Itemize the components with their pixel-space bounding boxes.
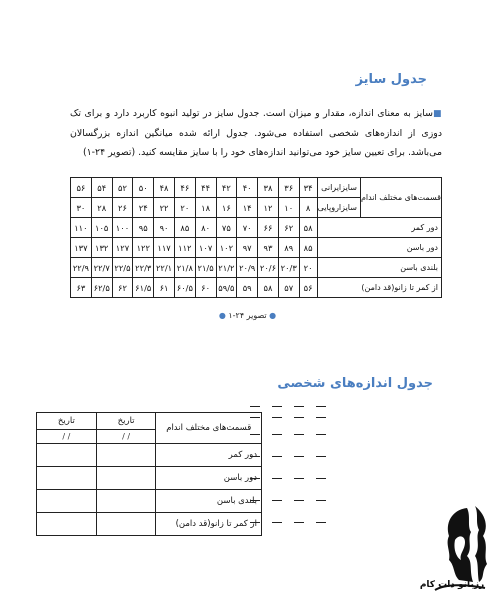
caption-dot-icon: ● [269,311,277,320]
personal-table-row [37,467,262,490]
european-size-cell: ۱۲ [258,198,279,218]
date-header: تاریخ [37,413,97,430]
body-part-label: دور کمر [156,444,262,467]
size-table-row [71,258,442,278]
personal-value-cell [96,444,156,467]
european-size-cell: ۲۸ [91,198,112,218]
measurement-cell: ۱۰۲ [216,238,237,258]
measurement-cell: ۷۰ [237,218,258,238]
body-part-label: بلندی باسن [317,258,441,278]
iranian-size-cell: ۴۰ [237,178,258,198]
date-input-cell: / / [96,429,156,444]
measurement-cell: ۹۷ [237,238,258,258]
iranian-size-cell: ۵۰ [133,178,154,198]
personal-value-cell [37,490,97,513]
measurement-cell: ۵۸ [299,218,317,238]
iranian-size-cell: ۳۴ [299,178,317,198]
european-size-label: سایزاروپایی [317,198,360,218]
measurement-cell: ۱۱۲ [174,238,195,258]
body-parts-header: قسمت‌های مختلف اندام [360,178,441,218]
european-size-cell: ۱۴ [237,198,258,218]
measurement-cell: ۹۳ [258,238,279,258]
iranian-size-cell: ۴۸ [154,178,175,198]
european-size-cell: ۲۲ [154,198,175,218]
intro-paragraph-text: سایز به معنای اندازه، مقدار و میزان است. جدول سایز در تولید انبوه کاربرد دارد و برای تک دوزی از اندازه‌های شخصی استفاده می‌شود. جدول ارائه شده میانگین اندازه بزرگسالان می‌باشد. برای تعیین سایز خود می‌توانید اندازه‌های خود را با سایز مقایسه کنید. (تصویر ۲۴-۱) [70,108,442,158]
european-size-cell: ۲۴ [133,198,154,218]
personal-table-heading: جدول اندازه‌های شخصی [277,376,433,391]
european-size-cell: ۱۶ [216,198,237,218]
measurement-cell: ۲۰/۹ [237,258,258,278]
blank-dash-column [272,406,282,530]
size-table-row [71,218,442,238]
european-size-cell: ۱۸ [195,198,216,218]
measurement-cell: ۸۵ [174,218,195,238]
measurement-cell: ۸۵ [299,238,317,258]
measurement-cell: ۱۳۷ [71,238,92,258]
measurement-cell: ۱۱۰ [71,218,92,238]
caption-dot-icon: ● [218,311,226,320]
iranian-size-cell: ۴۴ [195,178,216,198]
measurement-cell: ۵۹/۵ [216,278,237,298]
measurement-cell: ۶۳ [71,278,92,298]
size-table [70,177,442,298]
measurement-cell: ۱۲۷ [112,238,133,258]
personal-value-cell [96,467,156,490]
size-table-row [71,278,442,298]
size-table-heading: جدول سایز [355,72,427,87]
body-part-label: بلندی باسن [156,490,262,513]
measurement-cell: ۶۲ [278,218,299,238]
iranian-size-label: سایزایرانی [317,178,360,198]
blank-dash-column [294,406,304,530]
measurement-cell: ۶۱/۵ [133,278,154,298]
date-input-cell: / / [37,429,97,444]
measurement-cell: ۲۰/۳ [278,258,299,278]
iranian-size-cell: ۳۸ [258,178,279,198]
size-header-row [71,178,442,198]
measurement-cell: ۱۰۵ [91,218,112,238]
body-parts-header: قسمت‌های مختلف اندام [156,413,262,444]
iranian-size-cell: ۵۴ [91,178,112,198]
measurement-cell: ۶۱ [154,278,175,298]
body-part-label: از کمر تا زانو(قد دامن) [317,278,441,298]
measurement-cell: ۲۱/۵ [195,258,216,278]
measurement-cell: ۵۶ [299,278,317,298]
personal-table-row [37,490,262,513]
personal-value-cell [37,467,97,490]
body-part-label: از کمر تا زانو(قد دامن) [156,513,262,536]
personal-value-cell [37,513,97,536]
personal-header-row [37,413,262,430]
measurement-cell: ۲۰/۶ [258,258,279,278]
blank-dash-column [316,406,326,530]
personal-table-row [37,444,262,467]
european-size-cell: ۱۰ [278,198,299,218]
measurement-cell: ۲۰ [299,258,317,278]
personal-table-row [37,513,262,536]
measurement-cell: ۲۲/۹ [71,258,92,278]
iranian-size-cell: ۴۶ [174,178,195,198]
measurement-cell: ۶۶ [258,218,279,238]
measurement-cell: ۹۰ [154,218,175,238]
european-size-cell: ۲۶ [112,198,133,218]
measurement-cell: ۵۷ [278,278,299,298]
measurement-cell: ۶۲ [112,278,133,298]
european-size-cell: ۲۰ [174,198,195,218]
personal-value-cell [96,513,156,536]
measurement-cell: ۸۹ [278,238,299,258]
blank-dash-column [250,406,260,530]
measurement-cell: ۶۰ [195,278,216,298]
measurement-cell: ۲۱/۲ [216,258,237,278]
measurement-cell: ۱۰۷ [195,238,216,258]
measurement-cell: ۶۲/۵ [91,278,112,298]
personal-value-cell [37,444,97,467]
measurement-cell: ۷۵ [216,218,237,238]
iranian-size-cell: ۵۲ [112,178,133,198]
size-table-row [71,238,442,258]
body-part-label: دور باسن [156,467,262,490]
measurement-cell: ۹۵ [133,218,154,238]
iranian-size-cell: ۵۶ [71,178,92,198]
date-header: تاریخ [96,413,156,430]
measurement-cell: ۲۲/۳ [133,258,154,278]
measurement-cell: ۲۱/۸ [174,258,195,278]
measurement-cell: ۱۱۷ [154,238,175,258]
measurement-cell: ۱۰۰ [112,218,133,238]
figure-caption [0,311,495,320]
personal-value-cell [96,490,156,513]
measurement-cell: ۱۳۲ [91,238,112,258]
measurement-cell: ۲۲/۵ [112,258,133,278]
european-size-cell: ۸ [299,198,317,218]
measurement-cell: ۱۲۲ [133,238,154,258]
iranian-size-cell: ۳۶ [278,178,299,198]
body-part-label: دور باسن [317,238,441,258]
intro-paragraph [70,104,442,162]
measurement-cell: ۶۰/۵ [174,278,195,298]
measurement-cell: ۵۸ [258,278,279,298]
european-size-cell: ۳۰ [71,198,92,218]
measurement-cell: ۵۹ [237,278,258,298]
measurement-cell: ۲۲/۱ [154,258,175,278]
measurement-cell: ۲۲/۷ [91,258,112,278]
site-logo-text: رزبانو دات کام [419,580,485,590]
bullet-square-icon: ■ [432,109,442,119]
measurement-cell: ۸۰ [195,218,216,238]
body-part-label: دور کمر [317,218,441,238]
figure-caption-text: تصویر ۲۴-۱ [228,311,267,320]
personal-measurements-table [36,412,262,536]
iranian-size-cell: ۴۲ [216,178,237,198]
